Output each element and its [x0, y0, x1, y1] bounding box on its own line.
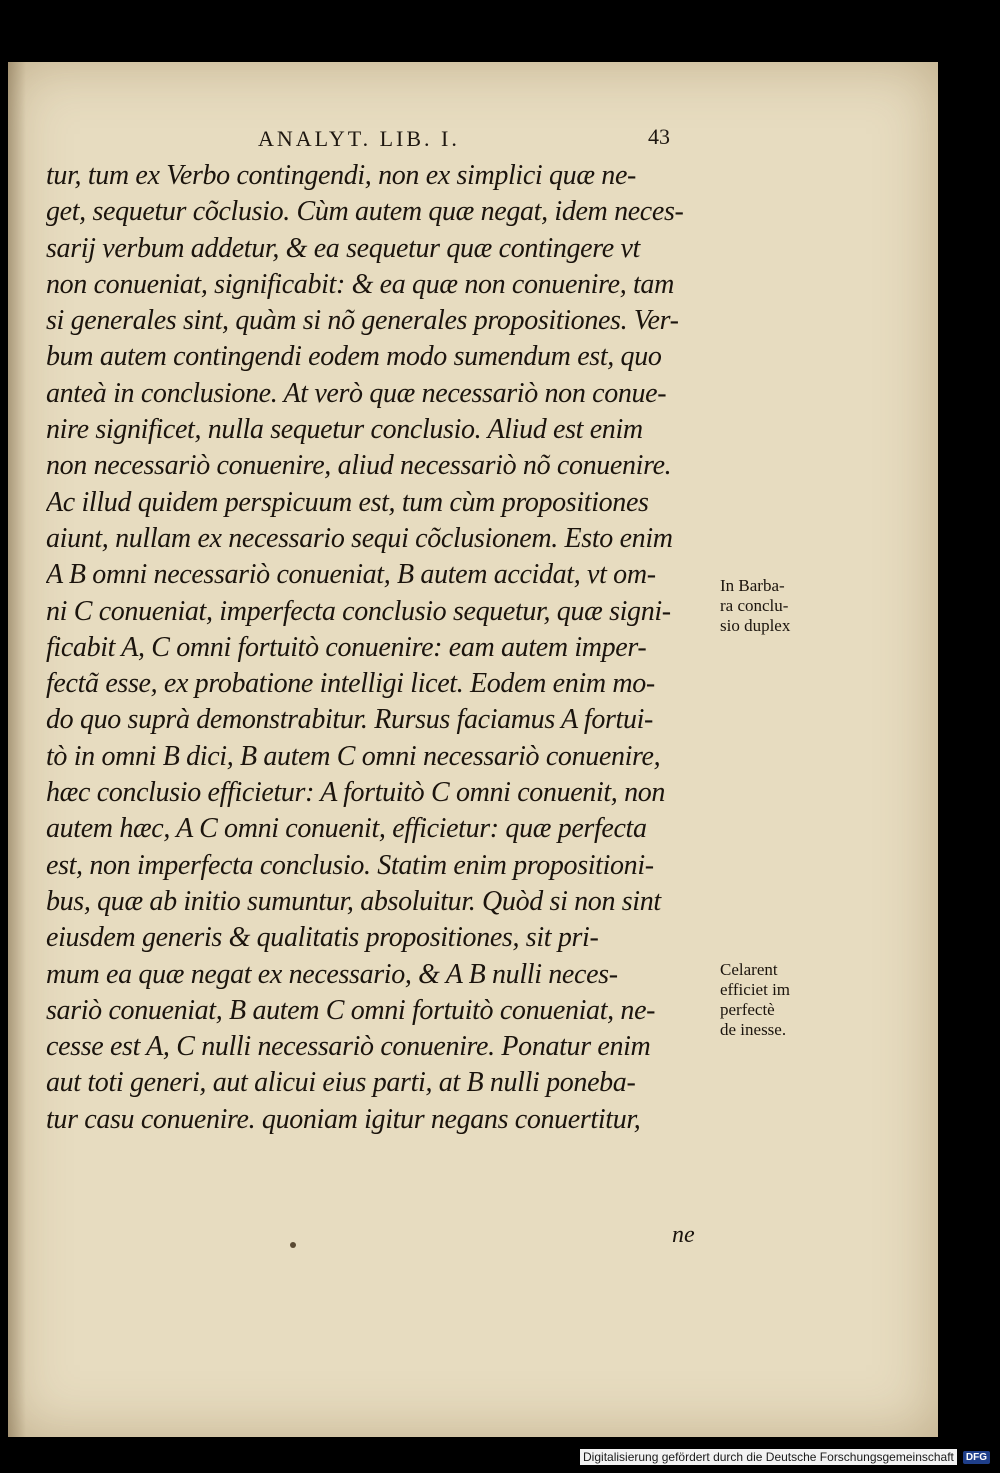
dfg-logo-icon: DFG [963, 1451, 990, 1464]
text-line: si generales sint, quàm si nõ generales propositiones. Ver- [46, 305, 679, 337]
text-line: hæc conclusio efficietur: A fortuitò C omni conuenit, non [46, 777, 666, 809]
running-head: ANALYT. LIB. I. [258, 126, 460, 151]
text-line: bum autem contingendi eodem modo sumendum est, quo [46, 341, 662, 373]
marginal-note-celarent [720, 960, 790, 1040]
text-line: autem hæc, A C omni conuenit, efficietur: quæ perfecta [46, 813, 647, 845]
text-line: anteà in conclusione. At verò quæ necessariò non conue- [46, 377, 667, 409]
text-line: tò in omni B dici, B autem C omni necessariò conuenire, [46, 740, 661, 772]
text-line: non conueniat, significabit: & ea quæ non conuenire, tam [46, 268, 674, 300]
page-number: 43 [648, 124, 670, 149]
text-line: tur casu conuenire. quoniam igitur negans conuertitur, [46, 1103, 641, 1135]
marginal-note-barbara [720, 576, 790, 636]
text-line: fectã esse, ex probatione intelligi licet. Eodem enim mo- [46, 668, 655, 700]
marginal-note-line: efficiet im [720, 980, 791, 999]
book-page [8, 62, 938, 1437]
marginal-note-line: In Barba- [720, 576, 785, 595]
marginal-note-line: Celarent [720, 960, 778, 979]
text-line: do quo suprà demonstrabitur. Rursus faciamus A fortui- [46, 704, 654, 736]
text-line: ficabit A, C omni fortuitò conuenire: eam autem imper- [46, 631, 647, 663]
text-line: nire significet, nulla sequetur conclusio. Aliud est enim [46, 414, 643, 446]
body-text [46, 158, 726, 1138]
marginal-note-line: ra conclu- [720, 596, 789, 615]
marginal-note-line: sio duplex [720, 616, 791, 635]
text-line: mum ea quæ negat ex necessario, & A B nulli neces- [46, 958, 618, 990]
text-line: est, non imperfecta conclusio. Statim enim propositioni- [46, 849, 654, 881]
ink-spot [290, 1242, 296, 1248]
text-line: tur, tum ex Verbo contingendi, non ex simplici quæ ne- [46, 160, 636, 191]
text-line: sariò conueniat, B autem C omni fortuitò conueniat, ne- [46, 994, 656, 1026]
catchword: ne [672, 1222, 695, 1248]
text-line: sarij verbum addetur, & ea sequetur quæ contingere vt [46, 232, 640, 264]
text-line: bus, quæ ab initio sumuntur, absoluitur. Quòd si non sint [46, 885, 661, 917]
text-line: get, sequetur cõclusio. Cùm autem quæ negat, idem neces- [46, 196, 684, 228]
text-line: A B omni necessariò conueniat, B autem accidat, vt om- [46, 559, 656, 591]
digitization-footer [580, 1449, 990, 1465]
text-line: non necessariò conuenire, aliud necessariò nõ conuenire. [46, 450, 672, 482]
text-line: ni C conueniat, imperfecta conclusio sequetur, quæ signi- [46, 595, 671, 627]
funding-credit: Digitalisierung gefördert durch die Deutsche Forschungsgemeinschaft [580, 1449, 957, 1465]
text-line: cesse est A, C nulli necessariò conuenire. Ponatur enim [46, 1031, 651, 1063]
text-line: eiusdem generis & qualitatis propositiones, sit pri- [46, 922, 599, 954]
text-line: aiunt, nullam ex necessario sequi cõclusionem. Esto enim [46, 522, 673, 554]
text-line: aut toti generi, aut alicui eius parti, at B nulli poneba- [46, 1067, 636, 1099]
marginal-note-line: perfectè [720, 1000, 775, 1019]
text-line: Ac illud quidem perspicuum est, tum cùm propositiones [46, 486, 649, 518]
marginal-note-line: de inesse. [720, 1020, 787, 1039]
